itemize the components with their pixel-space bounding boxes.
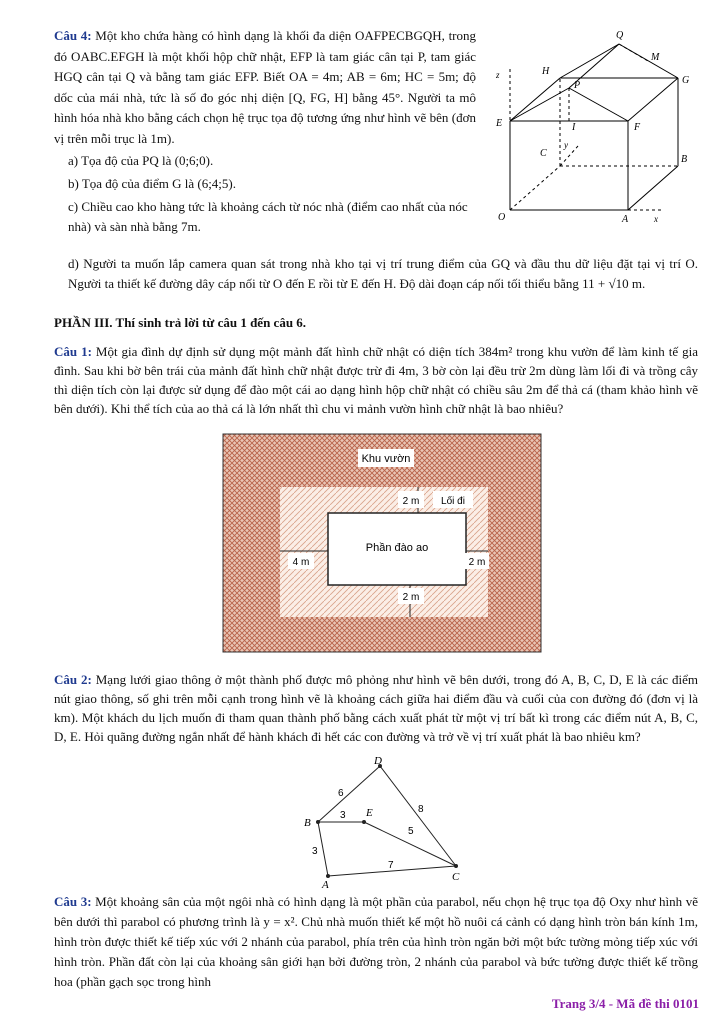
q1-block bbox=[54, 342, 698, 418]
right-margin-label: 2 m bbox=[468, 557, 486, 568]
q2-label: Câu 2: bbox=[54, 672, 92, 687]
node-E: E bbox=[366, 807, 373, 819]
traffic-graph bbox=[300, 756, 470, 890]
weight-AB: 3 bbox=[312, 846, 318, 857]
label-M: M bbox=[651, 52, 660, 63]
section-heading: PHẦN III. Thí sinh trả lời từ câu 1 đến câu 6. bbox=[54, 315, 307, 330]
q4-intro: Một kho chứa hàng có hình dạng là khối đa diện OAFPECBGQH, trong đó OABC.EFGH là một khối hộp chữ nhật, EFP là tam giác cân tại P, tam giác HGQ cân tại Q và bằng tam giác EFP. Biết OA = 4m; AB = 6m; HC = 5m; độ dốc của mái nhà, tức là số đo góc nhị diện [Q, FG, H] bằng 45°. Người ta mô hình hóa nhà kho bằng cách chọn hệ trục tọa độ tương ứng như hình vẽ bên (đơn vị trên mỗi trục là 1m). bbox=[54, 28, 477, 146]
bottom-margin-label: 2 m bbox=[402, 592, 420, 603]
q4-option-a: a) Tọa độ của PQ là (0;6;0). bbox=[68, 153, 214, 168]
node-B: B bbox=[304, 817, 311, 829]
path-label: Lối đi bbox=[441, 496, 465, 507]
q3-text: Một khoảng sân của một ngôi nhà có hình dạng là một phần của parabol, nếu chọn hệ trục tọa độ Oxy như hình vẽ bên dưới thì parabol có phương trình là y = x². Chủ nhà muốn thiết kế một hồ nuôi cá cảnh có dạng hình tròn bán kính 1m, hình tròn được thiết kế tiếp xúc với 2 nhánh của parabol, phía trên của hình tròn ngăn bởi một bức tường mỏng tiếp xúc với hình tròn. Phần đất còn lại của khoảng sân giới hạn bởi đường tròn, 2 nhánh của parabol và bức tường được thiết kế trồng hoa (phần gạch sọc trong hình bbox=[54, 894, 699, 989]
label-Q: Q bbox=[616, 30, 624, 41]
label-E: E bbox=[496, 118, 503, 129]
label-G: G bbox=[682, 75, 690, 86]
top-margin-label: 2 m bbox=[402, 496, 420, 507]
q1-label: Câu 1: bbox=[54, 344, 92, 359]
q4-option-d-wrap bbox=[68, 254, 698, 294]
warehouse-3d-figure bbox=[488, 26, 698, 226]
left-margin-label: 4 m bbox=[292, 557, 310, 568]
q4-option-c: c) Chiều cao kho hàng tức là khoảng cách từ nóc nhà (điểm cao nhất của nóc nhà) và sàn nhà bằng 7m. bbox=[68, 199, 468, 234]
q3-label: Câu 3: bbox=[54, 894, 92, 909]
pond-label: Phần đào ao bbox=[365, 542, 429, 554]
q1-text: Một gia đình dự định sử dụng một mảnh đất hình chữ nhật có diện tích 384m² trong khu vườn để làm kinh tế gia đình. Sau khi bờ bên trái của mảnh đất hình chữ nhật được trừ đi 4m, 3 bờ còn lại đều trừ 2m dùng làm lối đi và trồng cây thì diện tích còn lại được sử dụng để đào một cái ao dạng hình hộp chữ nhật có chiều sâu 2m để thả cá (tham khảo hình vẽ bên dưới). Khi thể tích của ao thả cá là lớn nhất thì chu vi mảnh vườn hình chữ nhật là bao nhiêu? bbox=[54, 344, 698, 416]
label-y: y bbox=[564, 140, 568, 150]
label-P: P bbox=[574, 80, 581, 91]
weight-BE: 3 bbox=[340, 810, 346, 821]
weight-EC: 5 bbox=[408, 826, 414, 837]
weight-BD: 6 bbox=[338, 788, 344, 799]
q4-option-b: b) Tọa độ của điểm G là (6;4;5). bbox=[68, 176, 236, 191]
label-I: I bbox=[572, 122, 576, 133]
q2-text: Mạng lưới giao thông ở một thành phố được mô phỏng như hình vẽ bên dưới, trong đó A, B, C, D, E là các điểm nút giao thông, số ghi trên mỗi cạnh trong hình vẽ là khoảng cách giữa hai điểm đầu và cuối của con đường đó (đơn vị là km). Một khách du lịch muốn đi tham quan thành phố bằng cách xuất phát từ một vị trí bất kì trong các điểm nút A, B, C, D, E. Hỏi quãng đường ngắn nhất để hành khách đi hết các con đường và trở về vị trí xuất phát là bao nhiêu km? bbox=[54, 672, 699, 744]
node-C: C bbox=[452, 871, 460, 883]
label-B: B bbox=[681, 154, 688, 165]
q4-block bbox=[54, 26, 476, 237]
garden-figure bbox=[222, 433, 542, 653]
label-O: O bbox=[498, 212, 506, 223]
page-footer: Trang 3/4 - Mã đề thi 0101 bbox=[551, 996, 699, 1011]
label-A: A bbox=[622, 214, 629, 225]
weight-AC: 7 bbox=[388, 860, 394, 871]
q3-block bbox=[54, 892, 698, 992]
label-C: C bbox=[540, 148, 547, 159]
label-x: x bbox=[654, 214, 658, 224]
garden-label: Khu vườn bbox=[361, 453, 411, 465]
q4-option-d: d) Người ta muốn lắp camera quan sát trong nhà kho tại vị trí trung điểm của GQ và đầu thu dữ liệu đặt tại vị trí O. Người ta thiết kế đường dây cáp nối từ O đến E rồi từ E đến H. Độ dài đoạn cáp nối tối thiểu bằng 11 + √10 m. bbox=[68, 256, 698, 291]
label-H: H bbox=[542, 66, 550, 77]
node-A: A bbox=[322, 879, 329, 890]
node-D: D bbox=[374, 756, 382, 767]
weight-DC: 8 bbox=[418, 804, 424, 815]
label-z: z bbox=[496, 70, 500, 80]
q2-block bbox=[54, 670, 698, 746]
label-F: F bbox=[634, 122, 641, 133]
q4-label: Câu 4: bbox=[54, 28, 92, 43]
